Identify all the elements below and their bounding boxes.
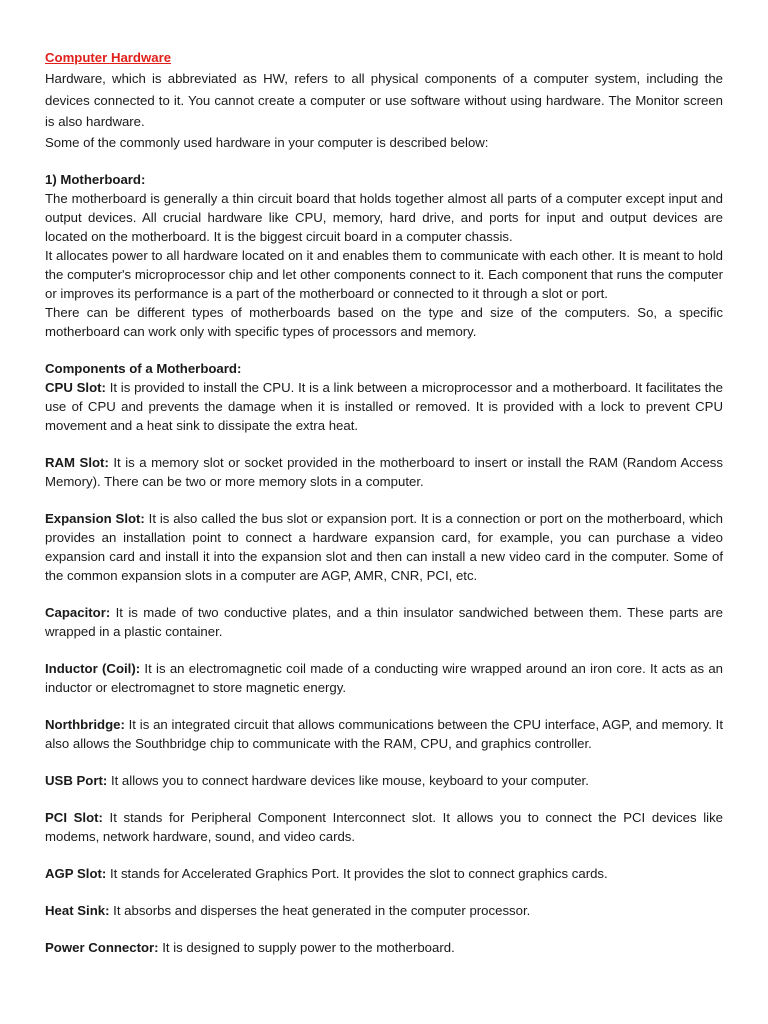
component-description: It is made of two conductive plates, and a thin insulator sandwiched between them. These parts are wrapped in a plastic container. bbox=[45, 604, 723, 639]
component-term: PCI Slot: bbox=[45, 809, 103, 825]
component-item bbox=[45, 715, 723, 753]
motherboard-heading: 1) Motherboard: bbox=[45, 171, 146, 187]
component-item bbox=[45, 901, 723, 920]
component-description: It is also called the bus slot or expansion port. It is a connection or port on the motherboard, which provides an installation point to connect a hardware expansion card, for example, you can purchase a video expansion card and install it into the expansion slot and then can install a new video card in the computer. Some of the common expansion slots in a computer are AGP, AMR, CNR, PCI, etc. bbox=[45, 510, 723, 583]
component-description: It stands for Accelerated Graphics Port. It provides the slot to connect graphics cards. bbox=[106, 865, 608, 881]
component-description: It allows you to connect hardware devices like mouse, keyboard to your computer. bbox=[107, 772, 589, 788]
component-item bbox=[45, 938, 723, 957]
component-term: CPU Slot: bbox=[45, 379, 106, 395]
component-description: It is a memory slot or socket provided in the motherboard to insert or install the RAM (Random Access Memory). There can be two or more memory slots in a computer. bbox=[45, 454, 723, 489]
motherboard-paragraph: There can be different types of motherboards based on the type and size of the computers. So, a specific motherboard can work only with specific types of processors and memory. bbox=[45, 304, 723, 339]
component-term: RAM Slot: bbox=[45, 454, 109, 470]
component-term: Power Connector: bbox=[45, 939, 159, 955]
component-description: It is provided to install the CPU. It is a link between a microprocessor and a motherboard. It facilitates the use of CPU and prevents the damage when it is installed or removed. It is provided with a lock to prevent CPU movement and a heat sink to dissipate the extra heat. bbox=[45, 379, 723, 433]
component-item bbox=[45, 453, 723, 491]
component-item bbox=[45, 864, 723, 883]
component-term: Inductor (Coil): bbox=[45, 660, 141, 676]
intro-paragraph: Some of the commonly used hardware in your computer is described below: bbox=[45, 134, 489, 150]
component-term: Northbridge: bbox=[45, 716, 125, 732]
component-item bbox=[45, 509, 723, 585]
document-title: Computer Hardware bbox=[45, 50, 172, 65]
component-item bbox=[45, 378, 723, 435]
component-description: It is an integrated circuit that allows communications between the CPU interface, AGP, and memory. It also allows the Southbridge chip to communicate with the RAM, CPU, and graphics controller. bbox=[45, 716, 723, 751]
motherboard-paragraph: The motherboard is generally a thin circuit board that holds together almost all parts of a computer except input and output devices. All crucial hardware like CPU, memory, hard drive, and ports for input and output devices are located on the motherboard. It is the biggest circuit board in a computer chassis. bbox=[45, 190, 723, 244]
intro-paragraph: Hardware, which is abbreviated as HW, refers to all physical components of a computer system, including the devices connected to it. You cannot create a computer or use software without using hardware. The Monitor screen is also hardware. bbox=[45, 71, 723, 129]
component-term: AGP Slot: bbox=[45, 865, 107, 881]
component-description: It absorbs and disperses the heat generated in the computer processor. bbox=[109, 902, 531, 918]
component-description: It stands for Peripheral Component Interconnect slot. It allows you to connect the PCI devices like modems, network hardware, sound, and video cards. bbox=[45, 809, 723, 844]
motherboard-paragraph: It allocates power to all hardware located on it and enables them to communicate with each other. It is meant to hold the computer's microprocessor chip and let other components connect to it. Each component that runs the computer or improves its performance is a part of the motherboard or connected to it through a slot or port. bbox=[45, 247, 723, 301]
intro-section bbox=[45, 68, 723, 153]
component-term: Heat Sink: bbox=[45, 902, 110, 918]
component-term: Expansion Slot: bbox=[45, 510, 145, 526]
component-item bbox=[45, 808, 723, 846]
component-item bbox=[45, 771, 723, 790]
component-description: It is an electromagnetic coil made of a conducting wire wrapped around an iron core. It acts as an inductor or electromagnet to store magnetic energy. bbox=[45, 660, 723, 695]
component-term: USB Port: bbox=[45, 772, 108, 788]
component-item bbox=[45, 659, 723, 697]
components-heading: Components of a Motherboard: bbox=[45, 360, 242, 376]
components-list bbox=[45, 378, 723, 957]
component-description: It is designed to supply power to the motherboard. bbox=[158, 939, 455, 955]
component-term: Capacitor: bbox=[45, 604, 111, 620]
document-page bbox=[45, 48, 723, 957]
component-item bbox=[45, 603, 723, 641]
